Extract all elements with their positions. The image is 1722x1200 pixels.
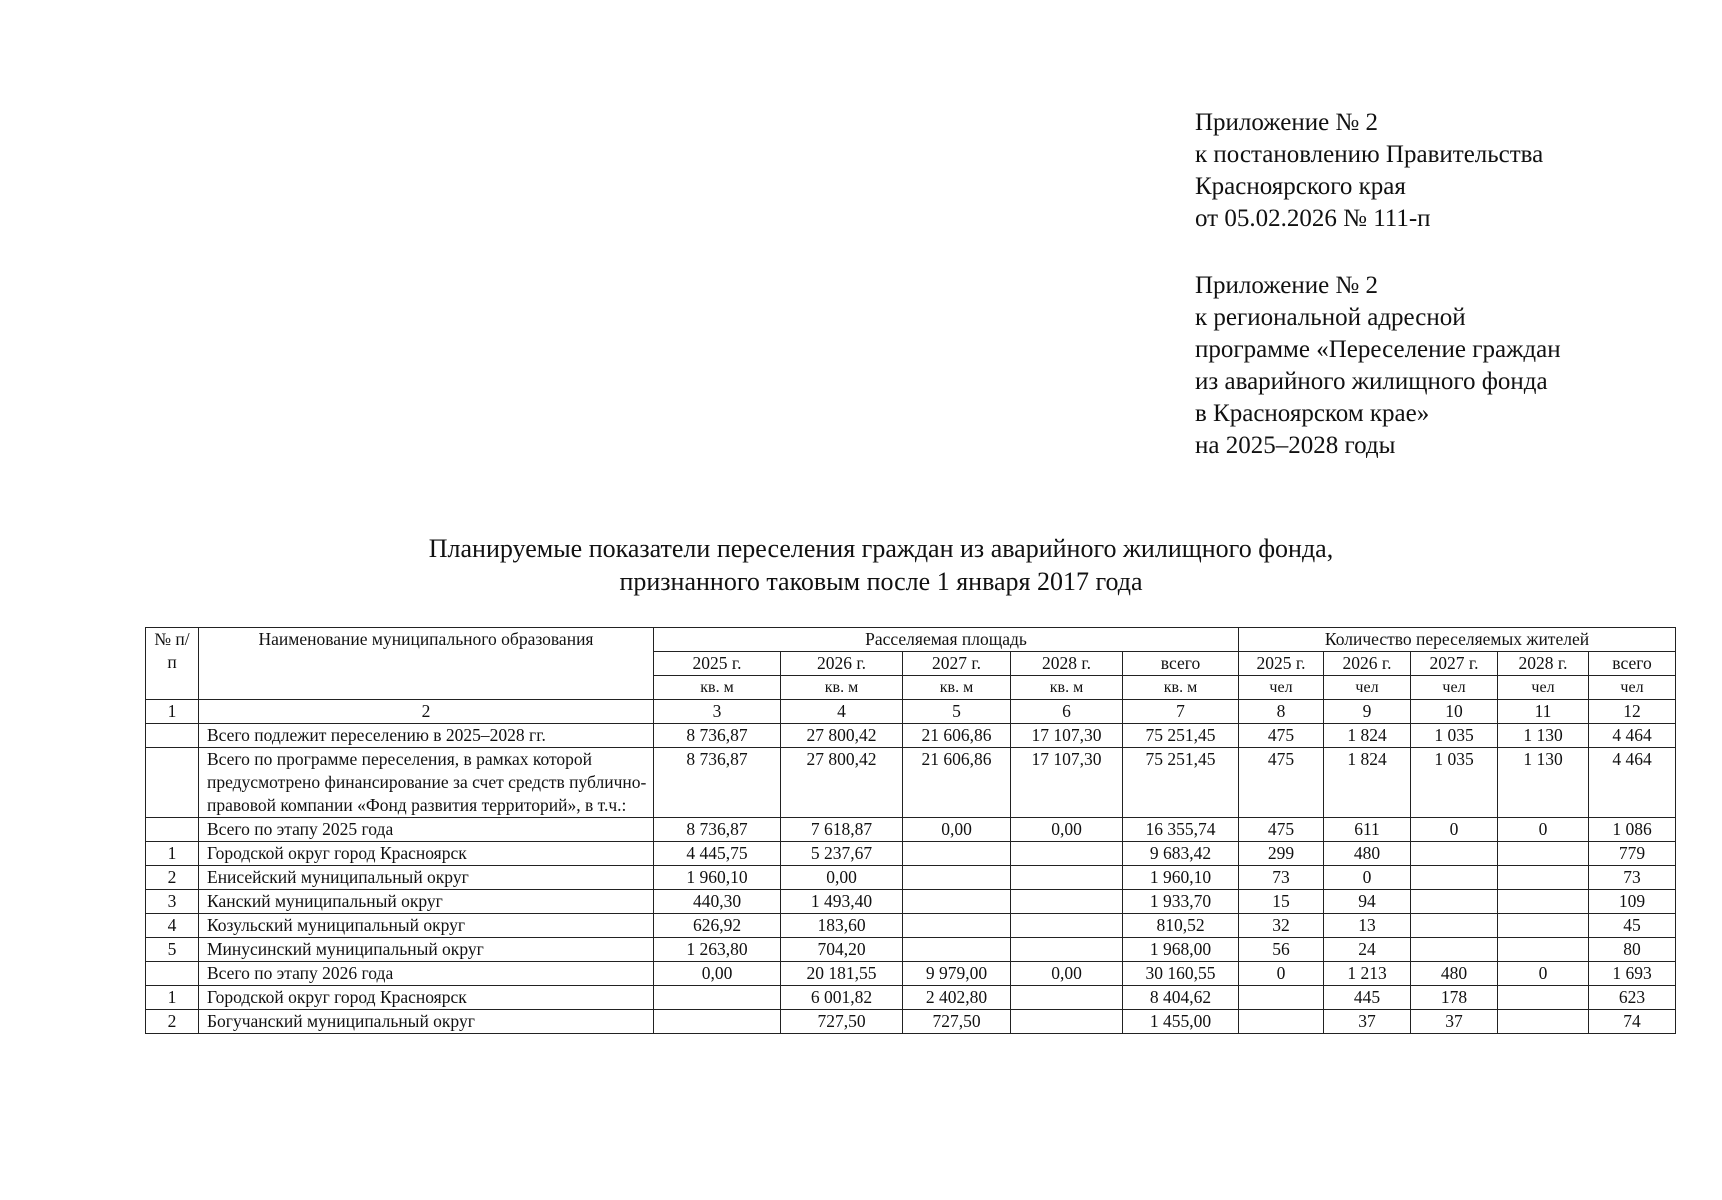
row-number-cell: 5 (146, 938, 199, 962)
residents-value-cell: 37 (1411, 1010, 1498, 1034)
area-value-cell: 7 618,87 (781, 818, 903, 842)
residents-value-cell: 623 (1589, 986, 1676, 1010)
appendix-decree-line: от 05.02.2026 № 111-п (1195, 205, 1431, 232)
area-value-cell (1011, 866, 1123, 890)
row-number-cell (146, 962, 199, 986)
residents-value-cell: 475 (1239, 748, 1324, 818)
header-area-year: 2027 г. (903, 652, 1011, 676)
residents-value-cell: 1 824 (1324, 724, 1411, 748)
area-value-cell: 8 404,62 (1123, 986, 1239, 1010)
area-value-cell: 17 107,30 (1011, 724, 1123, 748)
residents-value-cell (1411, 890, 1498, 914)
residents-value-cell: 1 130 (1498, 724, 1589, 748)
area-value-cell: 2 402,80 (903, 986, 1011, 1010)
residents-value-cell: 1 693 (1589, 962, 1676, 986)
area-value-cell (903, 914, 1011, 938)
appendix-program-line: из аварийного жилищного фонда (1195, 368, 1548, 395)
area-value-cell: 21 606,86 (903, 724, 1011, 748)
table-row (146, 866, 1676, 890)
area-value-cell: 8 736,87 (654, 724, 781, 748)
column-number: 8 (1239, 700, 1324, 724)
residents-value-cell: 0 (1411, 818, 1498, 842)
header-res-unit: чел (1498, 676, 1589, 700)
residents-value-cell: 445 (1324, 986, 1411, 1010)
municipality-name-cell: Богучанский муниципальный округ (199, 1010, 654, 1034)
appendix-decree-block (1195, 107, 1695, 235)
area-value-cell: 727,50 (903, 1010, 1011, 1034)
area-value-cell: 727,50 (781, 1010, 903, 1034)
area-value-cell: 183,60 (781, 914, 903, 938)
residents-value-cell: 0 (1324, 866, 1411, 890)
area-value-cell (903, 866, 1011, 890)
residents-value-cell (1498, 986, 1589, 1010)
residents-value-cell: 480 (1324, 842, 1411, 866)
residents-value-cell: 1 035 (1411, 748, 1498, 818)
residents-value-cell: 779 (1589, 842, 1676, 866)
table-body (146, 724, 1676, 1034)
municipality-name-cell: Минусинский муниципальный округ (199, 938, 654, 962)
residents-value-cell: 24 (1324, 938, 1411, 962)
area-value-cell (1011, 938, 1123, 962)
residents-value-cell (1411, 938, 1498, 962)
residents-value-cell: 0 (1239, 962, 1324, 986)
area-value-cell: 0,00 (1011, 818, 1123, 842)
header-res-unit: чел (1324, 676, 1411, 700)
area-value-cell: 1 960,10 (654, 866, 781, 890)
area-value-cell (1011, 890, 1123, 914)
header-res-year: 2027 г. (1411, 652, 1498, 676)
area-value-cell: 0,00 (1011, 962, 1123, 986)
area-value-cell: 5 237,67 (781, 842, 903, 866)
header-res-year: 2025 г. (1239, 652, 1324, 676)
area-value-cell (1011, 914, 1123, 938)
header-row-groups (146, 628, 1676, 652)
area-value-cell (654, 986, 781, 1010)
residents-value-cell: 80 (1589, 938, 1676, 962)
area-value-cell: 4 445,75 (654, 842, 781, 866)
header-area-unit: кв. м (1123, 676, 1239, 700)
residents-value-cell: 475 (1239, 818, 1324, 842)
row-number-cell: 1 (146, 986, 199, 1010)
column-number: 4 (781, 700, 903, 724)
residents-value-cell: 0 (1498, 818, 1589, 842)
area-value-cell: 9 683,42 (1123, 842, 1239, 866)
table-row (146, 890, 1676, 914)
table-row (146, 818, 1676, 842)
column-number: 12 (1589, 700, 1676, 724)
residents-value-cell (1498, 914, 1589, 938)
resettlement-table (145, 627, 1676, 1034)
appendix-decree-line: к постановлению Правительства (1195, 141, 1544, 168)
area-value-cell: 17 107,30 (1011, 748, 1123, 818)
column-number: 3 (654, 700, 781, 724)
municipality-name-cell: Всего по этапу 2026 года (199, 962, 654, 986)
residents-value-cell: 299 (1239, 842, 1324, 866)
table-row (146, 962, 1676, 986)
row-number-cell (146, 818, 199, 842)
table-row (146, 724, 1676, 748)
residents-value-cell: 32 (1239, 914, 1324, 938)
area-value-cell: 1 493,40 (781, 890, 903, 914)
appendix-program-line: программе «Переселение граждан (1195, 336, 1561, 363)
header-res-year: 2028 г. (1498, 652, 1589, 676)
row-number-cell: 2 (146, 1010, 199, 1034)
residents-value-cell: 480 (1411, 962, 1498, 986)
residents-value-cell: 94 (1324, 890, 1411, 914)
header-area-group: Расселяемая площадь (654, 628, 1239, 652)
area-value-cell (903, 842, 1011, 866)
header-area-unit: кв. м (1011, 676, 1123, 700)
area-value-cell: 626,92 (654, 914, 781, 938)
area-value-cell: 9 979,00 (903, 962, 1011, 986)
residents-value-cell (1411, 866, 1498, 890)
area-value-cell (1011, 986, 1123, 1010)
header-area-year: 2025 г. (654, 652, 781, 676)
residents-value-cell: 56 (1239, 938, 1324, 962)
table-row (146, 914, 1676, 938)
document-title (0, 532, 1722, 598)
column-number: 2 (199, 700, 654, 724)
area-value-cell (903, 890, 1011, 914)
residents-value-cell: 37 (1324, 1010, 1411, 1034)
area-value-cell: 704,20 (781, 938, 903, 962)
municipality-name-cell: Городской округ город Красноярск (199, 986, 654, 1010)
table-header (146, 628, 1676, 724)
residents-value-cell (1498, 842, 1589, 866)
header-area-unit: кв. м (654, 676, 781, 700)
area-value-cell: 75 251,45 (1123, 724, 1239, 748)
residents-value-cell: 475 (1239, 724, 1324, 748)
residents-value-cell: 73 (1239, 866, 1324, 890)
residents-value-cell (1239, 986, 1324, 1010)
area-value-cell: 21 606,86 (903, 748, 1011, 818)
municipality-name-cell: Всего по этапу 2025 года (199, 818, 654, 842)
header-res-total: всего (1589, 652, 1676, 676)
area-value-cell: 16 355,74 (1123, 818, 1239, 842)
residents-value-cell: 4 464 (1589, 724, 1676, 748)
table-row (146, 842, 1676, 866)
header-res-year: 2026 г. (1324, 652, 1411, 676)
residents-value-cell: 1 213 (1324, 962, 1411, 986)
column-number: 9 (1324, 700, 1411, 724)
row-number-cell: 4 (146, 914, 199, 938)
column-number: 10 (1411, 700, 1498, 724)
area-value-cell: 27 800,42 (781, 724, 903, 748)
residents-value-cell (1498, 1010, 1589, 1034)
header-res-unit: чел (1411, 676, 1498, 700)
area-value-cell: 8 736,87 (654, 748, 781, 818)
area-value-cell: 75 251,45 (1123, 748, 1239, 818)
appendix-decree-line: Красноярского края (1195, 173, 1406, 200)
area-value-cell: 440,30 (654, 890, 781, 914)
column-number: 6 (1011, 700, 1123, 724)
residents-value-cell: 1 130 (1498, 748, 1589, 818)
municipality-name-cell: Енисейский муниципальный округ (199, 866, 654, 890)
header-area-year: 2026 г. (781, 652, 903, 676)
municipality-name-cell: Городской округ город Красноярск (199, 842, 654, 866)
municipality-name-cell: Всего по программе переселения, в рамках которой предусмотрено финансирование за счет средств публично-правовой компании «Фонд развития территорий», в т.ч.: (199, 748, 654, 818)
area-value-cell: 8 736,87 (654, 818, 781, 842)
residents-value-cell (1411, 914, 1498, 938)
row-number-cell: 3 (146, 890, 199, 914)
row-number-cell (146, 748, 199, 818)
residents-value-cell: 74 (1589, 1010, 1676, 1034)
residents-value-cell: 15 (1239, 890, 1324, 914)
appendix-program-line: в Красноярском крае» (1195, 400, 1430, 427)
column-number: 7 (1123, 700, 1239, 724)
row-number-cell: 2 (146, 866, 199, 890)
table-row (146, 986, 1676, 1010)
area-value-cell: 0,00 (781, 866, 903, 890)
residents-value-cell: 4 464 (1589, 748, 1676, 818)
appendix-decree-line: Приложение № 2 (1195, 109, 1379, 136)
area-value-cell: 20 181,55 (781, 962, 903, 986)
residents-value-cell (1239, 1010, 1324, 1034)
residents-value-cell: 109 (1589, 890, 1676, 914)
residents-value-cell: 73 (1589, 866, 1676, 890)
area-value-cell: 1 968,00 (1123, 938, 1239, 962)
appendix-program-line: Приложение № 2 (1195, 272, 1379, 299)
table-row (146, 748, 1676, 818)
area-value-cell: 0,00 (654, 962, 781, 986)
area-value-cell: 1 933,70 (1123, 890, 1239, 914)
header-name: Наименование муниципального образования (199, 628, 654, 700)
header-area-unit: кв. м (781, 676, 903, 700)
area-value-cell (903, 938, 1011, 962)
residents-value-cell: 1 086 (1589, 818, 1676, 842)
residents-value-cell: 13 (1324, 914, 1411, 938)
residents-value-cell: 1 035 (1411, 724, 1498, 748)
header-row-column-numbers (146, 700, 1676, 724)
table-row (146, 1010, 1676, 1034)
header-num: № п/п (146, 628, 199, 700)
document-title-line-1: Планируемые показатели переселения граждан из аварийного жилищного фонда, (428, 534, 1334, 563)
row-number-cell: 1 (146, 842, 199, 866)
residents-value-cell: 0 (1498, 962, 1589, 986)
area-value-cell: 30 160,55 (1123, 962, 1239, 986)
area-value-cell (1011, 842, 1123, 866)
area-value-cell: 1 455,00 (1123, 1010, 1239, 1034)
area-value-cell: 6 001,82 (781, 986, 903, 1010)
header-area-year: 2028 г. (1011, 652, 1123, 676)
residents-value-cell (1498, 866, 1589, 890)
municipality-name-cell: Всего подлежит переселению в 2025–2028 гг. (199, 724, 654, 748)
area-value-cell: 810,52 (1123, 914, 1239, 938)
residents-value-cell (1498, 890, 1589, 914)
document-title-line-2: признанного таковым после 1 января 2017 года (619, 567, 1143, 596)
appendix-program-line: к региональной адресной (1195, 304, 1466, 331)
area-value-cell: 1 263,80 (654, 938, 781, 962)
area-value-cell: 0,00 (903, 818, 1011, 842)
header-residents-group: Количество переселяемых жителей (1239, 628, 1676, 652)
municipality-name-cell: Канский муниципальный округ (199, 890, 654, 914)
header-area-unit: кв. м (903, 676, 1011, 700)
area-value-cell (654, 1010, 781, 1034)
header-res-unit: чел (1589, 676, 1676, 700)
area-value-cell: 27 800,42 (781, 748, 903, 818)
header-area-total: всего (1123, 652, 1239, 676)
residents-value-cell: 178 (1411, 986, 1498, 1010)
residents-value-cell (1498, 938, 1589, 962)
residents-value-cell: 1 824 (1324, 748, 1411, 818)
residents-value-cell: 611 (1324, 818, 1411, 842)
municipality-name-cell: Козульский муниципальный округ (199, 914, 654, 938)
appendix-program-line: на 2025–2028 годы (1195, 432, 1396, 459)
header-res-unit: чел (1239, 676, 1324, 700)
column-number: 5 (903, 700, 1011, 724)
area-value-cell (1011, 1010, 1123, 1034)
column-number: 11 (1498, 700, 1589, 724)
column-number: 1 (146, 700, 199, 724)
row-number-cell (146, 724, 199, 748)
appendix-program-block (1195, 270, 1695, 462)
residents-value-cell: 45 (1589, 914, 1676, 938)
residents-value-cell (1411, 842, 1498, 866)
area-value-cell: 1 960,10 (1123, 866, 1239, 890)
table-row (146, 938, 1676, 962)
